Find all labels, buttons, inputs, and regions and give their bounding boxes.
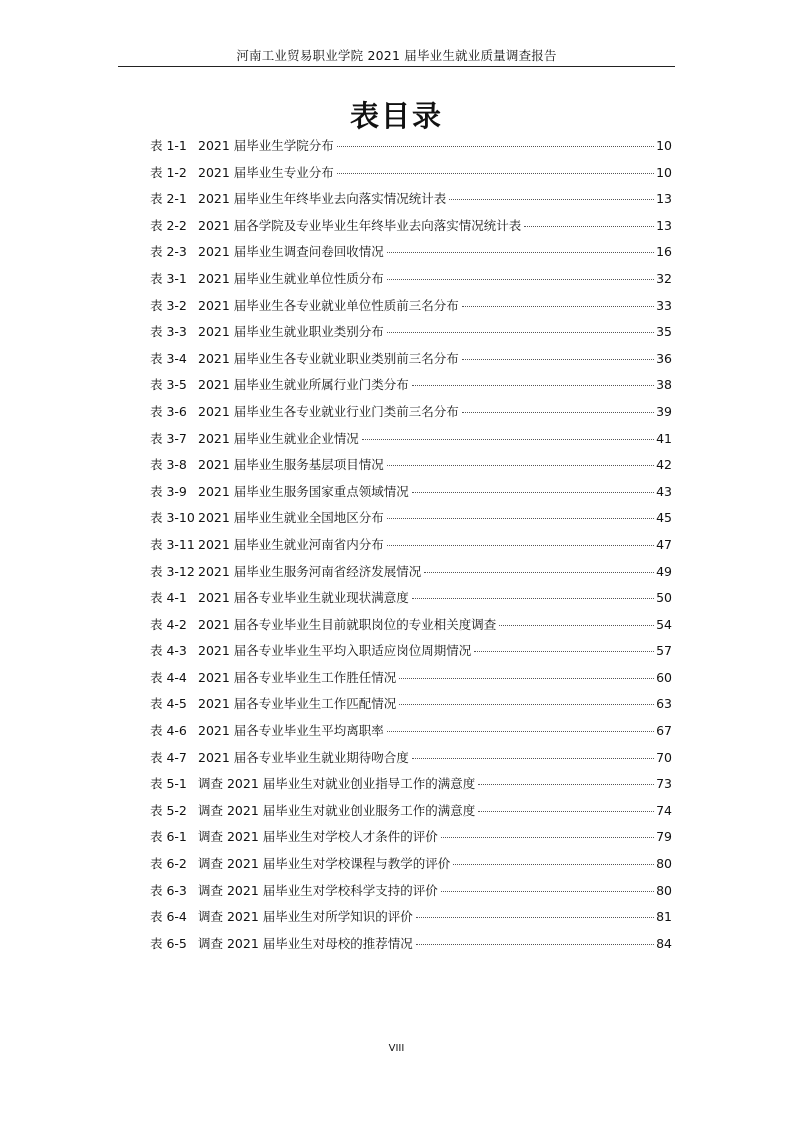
toc-dot-leader bbox=[387, 545, 654, 546]
toc-entry-page: 10 bbox=[656, 164, 672, 180]
toc-entry[interactable] bbox=[150, 426, 672, 453]
toc-entry-label: 表 3-10 bbox=[150, 510, 195, 526]
toc-entry-label: 表 3-5 bbox=[150, 377, 187, 393]
toc-entry-page: 33 bbox=[656, 297, 672, 313]
toc-entry-label: 表 1-1 bbox=[150, 138, 187, 153]
toc-entry[interactable] bbox=[150, 612, 672, 639]
toc-entry-label: 表 3-12 bbox=[150, 563, 195, 579]
toc-entry-label: 表 3-6 bbox=[150, 403, 187, 419]
toc-entry-title: 2021 届毕业生学院分布 bbox=[198, 138, 334, 153]
toc-entry-title: 2021 届毕业生调查问卷回收情况 bbox=[198, 244, 384, 260]
toc-entry[interactable] bbox=[150, 452, 672, 479]
toc-entry-title: 2021 届各专业毕业生就业现状满意度 bbox=[198, 590, 409, 606]
toc-entry-label: 表 4-2 bbox=[150, 616, 187, 632]
toc-entry[interactable] bbox=[150, 798, 672, 825]
toc-entry[interactable] bbox=[150, 638, 672, 665]
toc-entry-page: 84 bbox=[656, 935, 672, 951]
toc-entry-title: 2021 届毕业生就业单位性质分布 bbox=[198, 270, 384, 286]
toc-entry-label: 表 2-3 bbox=[150, 244, 187, 260]
toc-entry-page: 13 bbox=[656, 191, 672, 207]
toc-entry-label: 表 6-5 bbox=[150, 935, 187, 951]
toc-entry[interactable] bbox=[150, 585, 672, 612]
toc-entry[interactable] bbox=[150, 745, 672, 772]
toc-entry-page: 13 bbox=[656, 217, 672, 233]
toc-dot-leader bbox=[416, 944, 654, 945]
toc-entry-title: 2021 届毕业生专业分布 bbox=[198, 164, 334, 180]
toc-entry-title: 2021 届毕业生各专业就业职业类别前三名分布 bbox=[198, 350, 459, 366]
toc-dot-leader bbox=[412, 598, 654, 599]
toc-entry-title: 2021 届毕业生服务基层项目情况 bbox=[198, 457, 384, 473]
toc-dot-leader bbox=[337, 173, 654, 174]
toc-entry[interactable] bbox=[150, 160, 672, 187]
toc-entry-label: 表 3-1 bbox=[150, 270, 187, 286]
toc-entry[interactable] bbox=[150, 319, 672, 346]
toc-entry[interactable] bbox=[150, 213, 672, 240]
toc-entry-page: 39 bbox=[656, 403, 672, 419]
toc-dot-leader bbox=[362, 439, 654, 440]
toc-dot-leader bbox=[478, 811, 654, 812]
toc-entry-title: 2021 届各专业毕业生工作胜任情况 bbox=[198, 669, 397, 685]
toc-dot-leader bbox=[337, 146, 654, 147]
toc-entry[interactable] bbox=[150, 532, 672, 559]
toc-entry-title: 2021 届毕业生服务国家重点领域情况 bbox=[198, 483, 409, 499]
toc-dot-leader bbox=[412, 385, 654, 386]
toc-entry-page: 67 bbox=[656, 723, 672, 739]
toc-dot-leader bbox=[399, 704, 654, 705]
toc-entry[interactable] bbox=[150, 399, 672, 426]
toc-entry-label: 表 2-1 bbox=[150, 191, 187, 207]
toc-dot-leader bbox=[453, 864, 654, 865]
toc-entry-title: 调查 2021 届毕业生对学校课程与教学的评价 bbox=[198, 856, 451, 872]
toc-dot-leader bbox=[441, 837, 654, 838]
toc-entry-label: 表 5-2 bbox=[150, 802, 187, 818]
toc-entry-title: 调查 2021 届毕业生对就业创业指导工作的满意度 bbox=[198, 776, 476, 792]
toc-entry-label: 表 3-4 bbox=[150, 350, 187, 366]
toc-entry-label: 表 3-3 bbox=[150, 324, 187, 340]
toc-entry-title: 调查 2021 届毕业生对母校的推荐情况 bbox=[198, 935, 413, 951]
toc-entry-title: 2021 届毕业生服务河南省经济发展情况 bbox=[198, 563, 422, 579]
toc-entry-title: 调查 2021 届毕业生对学校人才条件的评价 bbox=[198, 829, 438, 845]
toc-entry[interactable] bbox=[150, 346, 672, 373]
toc-dot-leader bbox=[499, 625, 654, 626]
toc-entry-page: 49 bbox=[656, 563, 672, 579]
toc-entry-label: 表 4-7 bbox=[150, 749, 187, 765]
toc-dot-leader bbox=[449, 199, 654, 200]
toc-entry-page: 81 bbox=[656, 909, 672, 925]
toc-entry-page: 32 bbox=[656, 270, 672, 286]
toc-entry[interactable] bbox=[150, 771, 672, 798]
toc-entry-label: 表 4-1 bbox=[150, 590, 187, 606]
toc-entry-title: 2021 届毕业生就业企业情况 bbox=[198, 430, 359, 446]
toc-entry-page: 35 bbox=[656, 324, 672, 340]
toc-dot-leader bbox=[387, 465, 654, 466]
toc-entry-label: 表 6-2 bbox=[150, 856, 187, 872]
toc-entry-label: 表 4-6 bbox=[150, 723, 187, 739]
toc-dot-leader bbox=[387, 518, 654, 519]
toc-entry-page: 70 bbox=[656, 749, 672, 765]
toc-entry-page: 54 bbox=[656, 616, 672, 632]
toc-entry[interactable] bbox=[150, 559, 672, 586]
toc-entry-label: 表 4-5 bbox=[150, 696, 187, 712]
toc-entry[interactable] bbox=[150, 479, 672, 506]
toc-dot-leader bbox=[441, 891, 654, 892]
header-rule bbox=[118, 66, 675, 67]
toc-entry-label: 表 3-2 bbox=[150, 297, 187, 313]
toc-entry-label: 表 1-2 bbox=[150, 164, 187, 180]
toc-entry[interactable] bbox=[150, 851, 672, 878]
toc-entry-label: 表 3-7 bbox=[150, 430, 187, 446]
toc-entry-page: 74 bbox=[656, 802, 672, 818]
toc-dot-leader bbox=[462, 359, 654, 360]
toc-dot-leader bbox=[424, 572, 654, 573]
toc-entry-title: 2021 届各专业毕业生目前就职岗位的专业相关度调查 bbox=[198, 616, 497, 632]
toc-entry-page: 80 bbox=[656, 856, 672, 872]
toc-entry-title: 2021 届各专业毕业生就业期待吻合度 bbox=[198, 749, 409, 765]
toc-entry-label: 表 4-3 bbox=[150, 643, 187, 659]
toc-entry-title: 2021 届各专业毕业生平均离职率 bbox=[198, 723, 384, 739]
toc-entry-page: 73 bbox=[656, 776, 672, 792]
table-of-contents-list bbox=[150, 133, 672, 957]
toc-entry-title: 2021 届毕业生年终毕业去向落实情况统计表 bbox=[198, 191, 447, 207]
toc-entry-page: 42 bbox=[656, 457, 672, 473]
toc-entry[interactable] bbox=[150, 665, 672, 692]
toc-entry-page: 80 bbox=[656, 882, 672, 898]
toc-entry-page: 57 bbox=[656, 643, 672, 659]
toc-entry-page: 10 bbox=[656, 138, 672, 153]
toc-entry-title: 2021 届毕业生就业职业类别分布 bbox=[198, 324, 384, 340]
toc-entry-page: 60 bbox=[656, 669, 672, 685]
toc-dot-leader bbox=[412, 758, 654, 759]
toc-dot-leader bbox=[416, 917, 654, 918]
toc-entry[interactable] bbox=[150, 931, 672, 958]
toc-entry-label: 表 3-8 bbox=[150, 457, 187, 473]
toc-entry-label: 表 2-2 bbox=[150, 217, 187, 233]
toc-entry-title: 2021 届毕业生就业所属行业门类分布 bbox=[198, 377, 409, 393]
page-number: VIII bbox=[388, 1043, 405, 1054]
toc-entry-title: 2021 届各专业毕业生工作匹配情况 bbox=[198, 696, 397, 712]
toc-entry-page: 16 bbox=[656, 244, 672, 260]
toc-entry-page: 50 bbox=[656, 590, 672, 606]
toc-dot-leader bbox=[387, 252, 654, 253]
toc-dot-leader bbox=[474, 651, 654, 652]
toc-dot-leader bbox=[412, 492, 654, 493]
toc-entry-title: 2021 届毕业生就业河南省内分布 bbox=[198, 536, 384, 552]
toc-entry-label: 表 3-11 bbox=[150, 536, 195, 552]
toc-entry-label: 表 3-9 bbox=[150, 483, 187, 499]
toc-entry[interactable] bbox=[150, 505, 672, 532]
toc-entry-title: 2021 届各专业毕业生平均入职适应岗位周期情况 bbox=[198, 643, 472, 659]
toc-entry[interactable] bbox=[150, 878, 672, 905]
toc-entry-label: 表 6-1 bbox=[150, 829, 187, 845]
toc-dot-leader bbox=[387, 279, 654, 280]
toc-entry[interactable] bbox=[150, 293, 672, 320]
toc-dot-leader bbox=[387, 731, 654, 732]
toc-entry-title: 调查 2021 届毕业生对就业创业服务工作的满意度 bbox=[198, 802, 476, 818]
toc-entry-label: 表 5-1 bbox=[150, 776, 187, 792]
toc-entry-title: 2021 届各学院及专业毕业生年终毕业去向落实情况统计表 bbox=[198, 217, 522, 233]
toc-entry[interactable] bbox=[150, 266, 672, 293]
toc-entry-title: 调查 2021 届毕业生对所学知识的评价 bbox=[198, 909, 413, 925]
toc-entry-page: 38 bbox=[656, 377, 672, 393]
toc-entry[interactable] bbox=[150, 718, 672, 745]
toc-entry-title: 2021 届毕业生就业全国地区分布 bbox=[198, 510, 384, 526]
toc-dot-leader bbox=[462, 412, 654, 413]
toc-entry[interactable] bbox=[150, 372, 672, 399]
toc-entry-page: 43 bbox=[656, 483, 672, 499]
running-header: 河南工业贸易职业学院 2021 届毕业生就业质量调查报告 bbox=[236, 48, 557, 63]
toc-dot-leader bbox=[478, 784, 654, 785]
toc-dot-leader bbox=[387, 332, 654, 333]
toc-entry-page: 41 bbox=[656, 430, 672, 446]
toc-entry-label: 表 6-4 bbox=[150, 909, 187, 925]
toc-entry[interactable] bbox=[150, 186, 672, 213]
toc-entry-title: 2021 届毕业生各专业就业行业门类前三名分布 bbox=[198, 403, 459, 419]
toc-entry-page: 36 bbox=[656, 350, 672, 366]
toc-entry-page: 79 bbox=[656, 829, 672, 845]
toc-entry-title: 2021 届毕业生各专业就业单位性质前三名分布 bbox=[198, 297, 459, 313]
toc-entry-page: 47 bbox=[656, 536, 672, 552]
toc-dot-leader bbox=[524, 226, 654, 227]
toc-entry[interactable] bbox=[150, 133, 672, 160]
toc-entry-label: 表 4-4 bbox=[150, 669, 187, 685]
toc-dot-leader bbox=[399, 678, 654, 679]
toc-entry-page: 63 bbox=[656, 696, 672, 712]
page-title: 表目录 bbox=[349, 99, 443, 133]
toc-entry-label: 表 6-3 bbox=[150, 882, 187, 898]
toc-entry[interactable] bbox=[150, 239, 672, 266]
toc-dot-leader bbox=[462, 306, 654, 307]
toc-entry-title: 调查 2021 届毕业生对学校科学支持的评价 bbox=[198, 882, 438, 898]
toc-entry-page: 45 bbox=[656, 510, 672, 526]
toc-entry[interactable] bbox=[150, 824, 672, 851]
toc-entry[interactable] bbox=[150, 904, 672, 931]
toc-entry[interactable] bbox=[150, 691, 672, 718]
